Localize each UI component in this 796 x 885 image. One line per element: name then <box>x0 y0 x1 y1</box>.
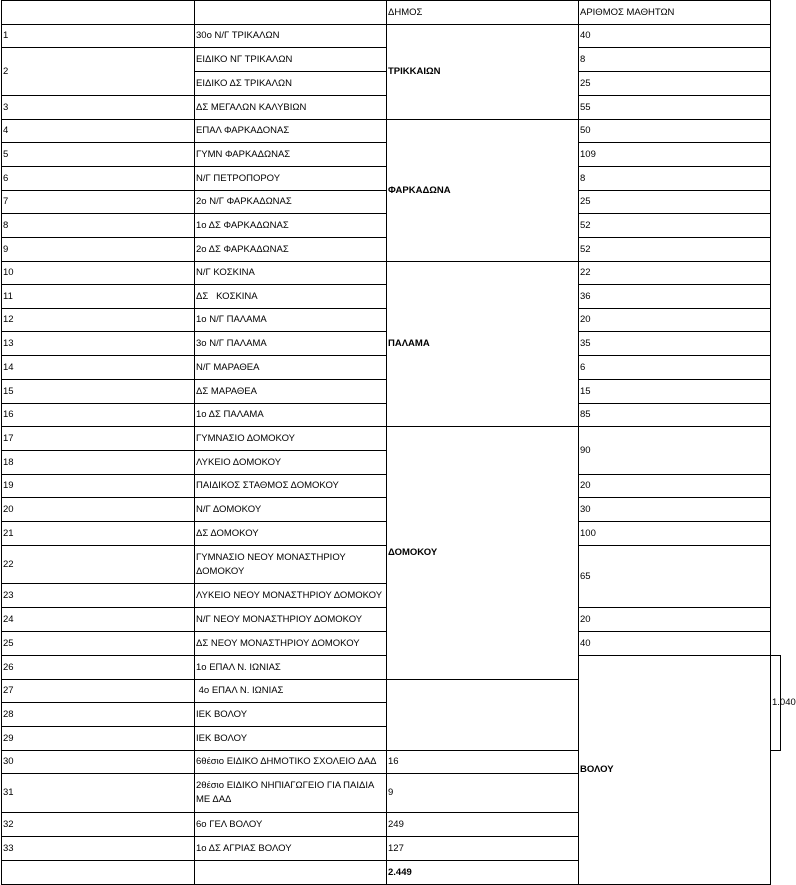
row-number: 1 <box>2 25 195 48</box>
school-name: 6ο ΓΕΛ ΒΟΛΟΥ <box>195 813 387 837</box>
school-name: ΛΥΚΕΙΟ ΝΕΟΥ ΜΟΝΑΣΤΗΡΙΟΥ ΔΟΜΟΚΟΥ <box>195 584 387 608</box>
row-number: 16 <box>2 404 195 427</box>
student-count: 50 <box>579 120 771 143</box>
row-number: 14 <box>2 356 195 380</box>
student-count: 20 <box>579 309 771 332</box>
school-name: Ν/Γ ΜΑΡΑΘΕΑ <box>195 356 387 380</box>
school-name: ΔΣ ΜΑΡΑΘΕΑ <box>195 380 387 404</box>
table-row <box>2 25 781 48</box>
school-name: 30ο Ν/Γ ΤΡΙΚΑΛΩΝ <box>195 25 387 48</box>
student-count: 249 <box>387 813 579 837</box>
schools-table <box>1 0 796 885</box>
student-count: 40 <box>579 632 771 656</box>
municipality-cell: ΒΟΛΟΥ <box>579 656 771 885</box>
row-number: 21 <box>2 522 195 546</box>
row-number: 11 <box>2 285 195 309</box>
student-count: 8 <box>579 167 771 191</box>
student-count: 8 <box>579 48 771 72</box>
school-name: 1ο Ν/Γ ΠΑΛΑΜΑ <box>195 309 387 332</box>
school-name: Ν/Γ ΠΕΤΡΟΠΟΡΟΥ <box>195 167 387 191</box>
student-count: 15 <box>579 380 771 404</box>
row-number: 10 <box>2 262 195 285</box>
student-count: 25 <box>579 72 771 96</box>
municipality-cell: ΤΡΙΚΚΑΙΩΝ <box>387 25 579 120</box>
school-name: ΓΥΜΝΑΣΙΟ ΔΟΜΟΚΟΥ <box>195 427 387 451</box>
table-row <box>2 120 781 143</box>
total-empty-cell <box>195 861 387 885</box>
student-count: 65 <box>579 546 771 608</box>
student-count: 9 <box>387 774 579 813</box>
municipality-cell: ΦΑΡΚΑΔΩΝΑ <box>387 120 579 262</box>
school-name: ΔΣ ΚΟΣΚΙΝΑ <box>195 285 387 309</box>
student-count: 127 <box>387 837 579 861</box>
school-name: ΙΕΚ ΒΟΛΟΥ <box>195 703 387 727</box>
school-name: ΙΕΚ ΒΟΛΟΥ <box>195 727 387 751</box>
row-number: 13 <box>2 332 195 356</box>
student-count: 6 <box>579 356 771 380</box>
school-name: 3ο Ν/Γ ΠΑΛΑΜΑ <box>195 332 387 356</box>
school-name: Ν/Γ ΚΟΣΚΙΝΑ <box>195 262 387 285</box>
header-cell-municipality: ΔΗΜΟΣ <box>387 1 579 25</box>
total-empty-cell <box>2 861 195 885</box>
table-row <box>2 262 781 285</box>
student-count: 20 <box>579 475 771 498</box>
school-name: ΓΥΜΝΑΣΙΟ ΝΕΟΥ ΜΟΝΑΣΤΗΡΙΟΥ ΔΟΜΟΚΟΥ <box>195 546 387 584</box>
row-number: 15 <box>2 380 195 404</box>
school-name: ΕΠΑΛ ΦΑΡΚΑΔΟΝΑΣ <box>195 120 387 143</box>
row-number: 8 <box>2 214 195 238</box>
school-name: 2θέσιο ΕΙΔΙΚΟ ΝΗΠΙΑΓΩΓΕΙΟ ΓΙΑ ΠΑΙΔΙΑ ΜΕ ΔΑΔ <box>195 774 387 813</box>
school-name: 1ο ΕΠΑΛ Ν. ΙΩΝΙΑΣ <box>195 656 387 680</box>
student-count: 55 <box>579 96 771 120</box>
student-count: 40 <box>579 25 771 48</box>
row-number: 3 <box>2 96 195 120</box>
student-count: 25 <box>579 191 771 214</box>
header-row <box>2 1 781 25</box>
row-number: 5 <box>2 143 195 167</box>
school-name: Ν/Γ ΔΟΜΟΚΟΥ <box>195 498 387 522</box>
row-number: 23 <box>2 584 195 608</box>
student-count: 35 <box>579 332 771 356</box>
row-number: 27 <box>2 680 195 703</box>
header-cell-number <box>2 1 195 25</box>
student-count: 16 <box>387 751 579 774</box>
row-number: 4 <box>2 120 195 143</box>
student-count: 52 <box>579 214 771 238</box>
row-number: 22 <box>2 546 195 584</box>
student-count: 36 <box>579 285 771 309</box>
school-name: 1ο ΔΣ ΦΑΡΚΑΔΩΝΑΣ <box>195 214 387 238</box>
row-number: 30 <box>2 751 195 774</box>
row-number: 18 <box>2 451 195 475</box>
row-number: 32 <box>2 813 195 837</box>
school-name: 1ο ΔΣ ΑΓΡΙΑΣ ΒΟΛΟΥ <box>195 837 387 861</box>
school-name: ΔΣ ΜΕΓΑΛΩΝ ΚΑΛΥΒΙΩΝ <box>195 96 387 120</box>
student-count: 85 <box>579 404 771 427</box>
school-name: ΔΣ ΝΕΟΥ ΜΟΝΑΣΤΗΡΙΟΥ ΔΟΜΟΚΟΥ <box>195 632 387 656</box>
row-number: 19 <box>2 475 195 498</box>
school-name: 4ο ΕΠΑΛ Ν. ΙΩΝΙΑΣ <box>195 680 387 703</box>
student-count: 1.040 <box>771 656 781 751</box>
row-number: 25 <box>2 632 195 656</box>
school-name: Ν/Γ ΝΕΟΥ ΜΟΝΑΣΤΗΡΙΟΥ ΔΟΜΟΚΟΥ <box>195 608 387 632</box>
student-count: 90 <box>579 427 771 475</box>
school-name: 1ο ΔΣ ΠΑΛΑΜΑ <box>195 404 387 427</box>
table-row <box>2 427 781 451</box>
row-number: 9 <box>2 238 195 262</box>
row-number: 31 <box>2 774 195 813</box>
row-number: 12 <box>2 309 195 332</box>
school-name: 2ο ΔΣ ΦΑΡΚΑΔΩΝΑΣ <box>195 238 387 262</box>
school-name: ΛΥΚΕΙΟ ΔΟΜΟΚΟΥ <box>195 451 387 475</box>
row-number: 20 <box>2 498 195 522</box>
row-number: 26 <box>2 656 195 680</box>
municipality-cell: ΠΑΛΑΜΑ <box>387 262 579 427</box>
total-value: 2.449 <box>387 861 579 885</box>
student-count: 22 <box>579 262 771 285</box>
row-number: 33 <box>2 837 195 861</box>
student-count: 109 <box>579 143 771 167</box>
school-name: ΕΙΔΙΚΟ ΝΓ ΤΡΙΚΑΛΩΝ <box>195 48 387 72</box>
student-count: 20 <box>579 608 771 632</box>
school-name: ΠΑΙΔΙΚΟΣ ΣΤΑΘΜΟΣ ΔΟΜΟΚΟΥ <box>195 475 387 498</box>
row-number: 17 <box>2 427 195 451</box>
row-number: 2 <box>2 48 195 96</box>
school-name: ΕΙΔΙΚΟ ΔΣ ΤΡΙΚΑΛΩΝ <box>195 72 387 96</box>
school-name: ΓΥΜΝ ΦΑΡΚΑΔΩΝΑΣ <box>195 143 387 167</box>
header-cell-school <box>195 1 387 25</box>
header-cell-student-count: ΑΡΙΘΜΟΣ ΜΑΘΗΤΩΝ <box>579 1 771 25</box>
student-count: 30 <box>579 498 771 522</box>
school-name: ΔΣ ΔΟΜΟΚΟΥ <box>195 522 387 546</box>
row-number: 7 <box>2 191 195 214</box>
row-number: 6 <box>2 167 195 191</box>
student-count: 52 <box>579 238 771 262</box>
row-number: 28 <box>2 703 195 727</box>
student-count: 100 <box>579 522 771 546</box>
row-number: 24 <box>2 608 195 632</box>
municipality-cell: ΔΟΜΟΚΟΥ <box>387 427 579 680</box>
row-number: 29 <box>2 727 195 751</box>
school-name: 2ο Ν/Γ ΦΑΡΚΑΔΩΝΑΣ <box>195 191 387 214</box>
school-name: 6θέσιο ΕΙΔΙΚΟ ΔΗΜΟΤΙΚΟ ΣΧΟΛΕΙΟ ΔΑΔ <box>195 751 387 774</box>
